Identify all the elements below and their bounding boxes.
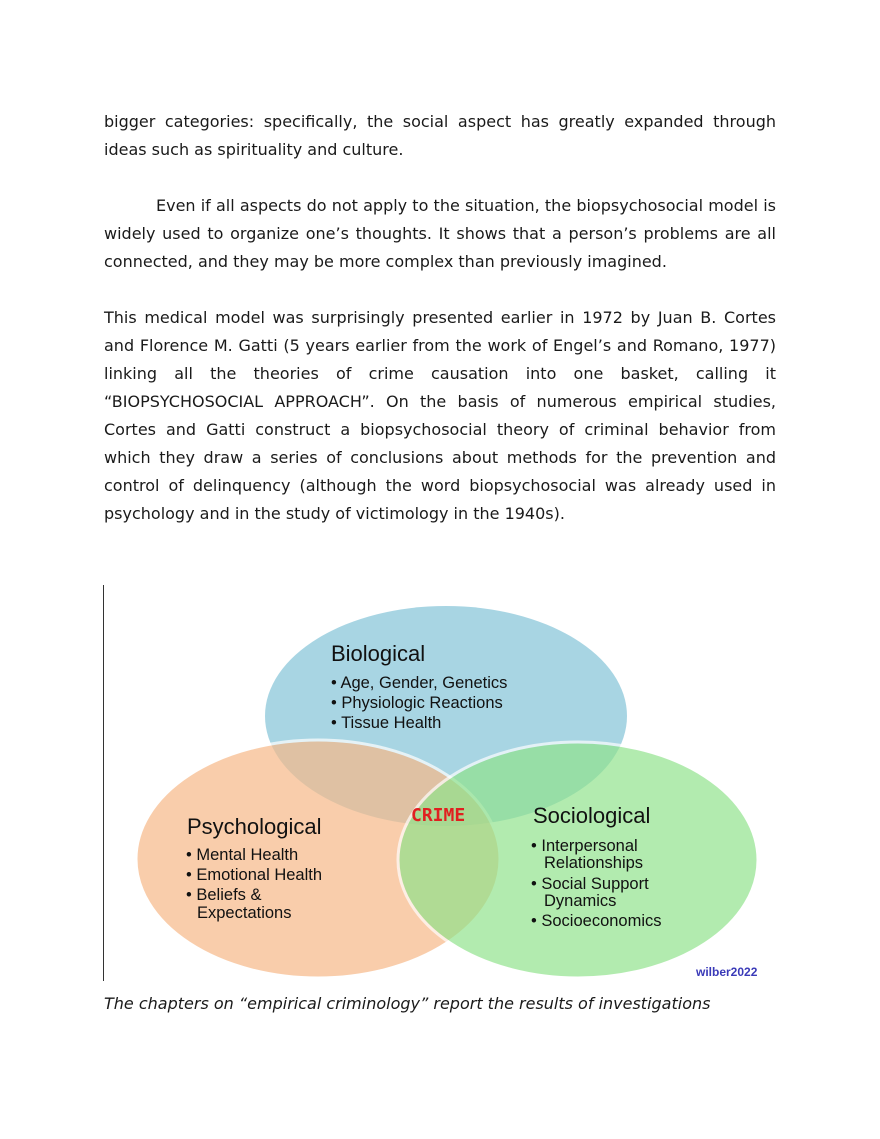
psychological-item: Expectations xyxy=(197,904,292,922)
sociological-item: Dynamics xyxy=(544,892,617,910)
sociological-item: • Interpersonal xyxy=(531,837,638,855)
sociological-title: Sociological xyxy=(533,803,651,828)
psychological-title: Psychological xyxy=(187,814,322,839)
crime-label: CRIME xyxy=(411,805,466,826)
psychological-item: • Mental Health xyxy=(186,846,299,864)
paragraph-3: This medical model was surprisingly presented earlier in 1972 by Juan B. Cortes and Florence M. Gatti (5 years earlier from the work of Engel’s and Romano, 1977) linking all the theories of crime causation into one basket, calling it “BIOPSYCHOSOCIAL APPROACH”. On the basis of numerous empirical studies, Cortes and Gatti construct a biopsychosocial theory of criminal behavior from which they draw a series of conclusions about methods for the prevention and control of delinquency (although the word biopsychosocial was already used in psychology and in the study of victimology in the 1940s). xyxy=(104,308,776,523)
psychological-item: • Beliefs & xyxy=(186,886,262,904)
biological-item: • Physiologic Reactions xyxy=(331,694,503,712)
biological-item: • Age, Gender, Genetics xyxy=(331,674,508,692)
credit-watermark: wilber2022 xyxy=(696,965,758,979)
sociological-item: Relationships xyxy=(544,854,644,872)
figure-caption-text: The chapters on “empirical criminology” report the results of investigations xyxy=(104,994,711,1013)
sociological-item: • Socioeconomics xyxy=(531,912,662,930)
psychological-item: • Emotional Health xyxy=(186,866,323,884)
biological-title: Biological xyxy=(331,641,426,666)
biological-item: • Tissue Health xyxy=(331,714,442,732)
paragraph-2: Even if all aspects do not apply to the situation, the biopsychosocial model is widely used to organize one’s thoughts. It shows that a person’s problems are all connected, and they may be more complex than previously imagined. xyxy=(104,196,776,271)
sociological-item: • Social Support xyxy=(531,875,649,893)
paragraph-1: bigger categories: specifically, the social aspect has greatly expanded through ideas such as spirituality and culture. xyxy=(104,112,776,159)
